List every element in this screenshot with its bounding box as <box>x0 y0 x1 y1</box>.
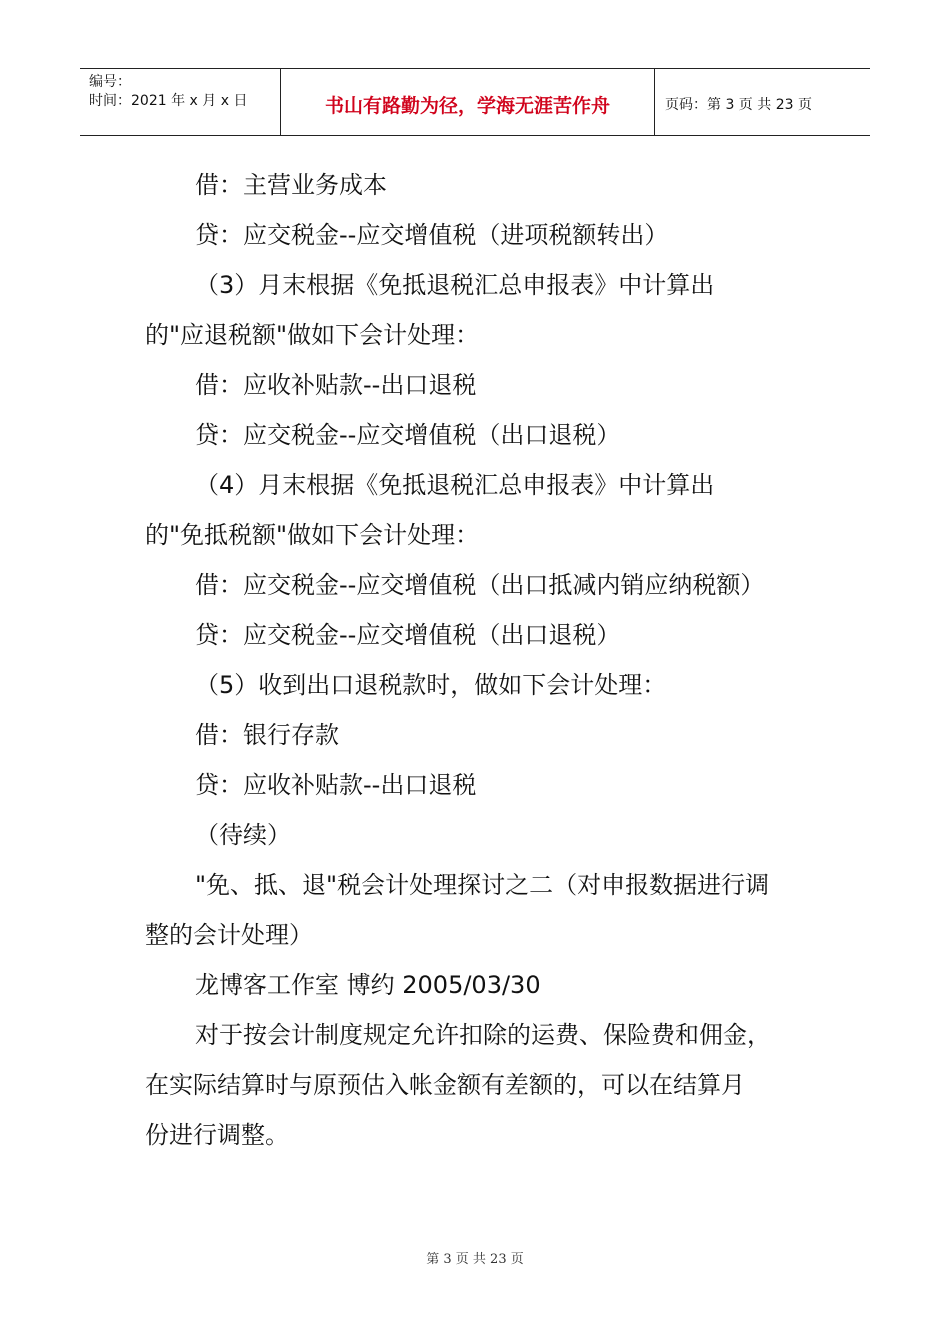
text-line: 借：应收补贴款--出口退税 <box>195 371 477 399</box>
header-meta-cell <box>80 69 281 135</box>
header-motto: 书山有路勤为径，学海无涯苦作舟 <box>281 69 655 135</box>
text-line: 龙博客工作室 博约 2005/03/30 <box>195 971 541 999</box>
text-line: 对于按会计制度规定允许扣除的运费、保险费和佣金， <box>195 1021 771 1049</box>
text-line: 借：应交税金--应交增值税（出口抵减内销应纳税额） <box>195 571 765 599</box>
header-time-label: 时间：2021 年 x 月 x 日 <box>89 93 248 109</box>
text-line: 整的会计处理） <box>145 921 313 949</box>
text-line: 贷：应交税金--应交增值税（出口退税） <box>195 421 621 449</box>
text-line: 份进行调整。 <box>145 1121 289 1149</box>
text-line: 的"免抵税额"做如下会计处理： <box>145 521 480 549</box>
text-line: （待续） <box>195 821 291 849</box>
text-line: 借：主营业务成本 <box>195 171 387 199</box>
text-line: 在实际结算时与原预估入帐金额有差额的，可以在结算月 <box>145 1071 745 1099</box>
page-footer: 第 3 页 共 23 页 <box>426 1252 524 1267</box>
text-line: 的"应退税额"做如下会计处理： <box>145 321 480 349</box>
text-line: 贷：应收补贴款--出口退税 <box>195 771 477 799</box>
header-page-info: 页码：第 3 页 共 23 页 <box>665 97 812 113</box>
text-line: （5）收到出口退税款时，做如下会计处理： <box>195 671 667 699</box>
header-number-label: 编号： <box>89 74 131 90</box>
text-line: 贷：应交税金--应交增值税（进项税额转出） <box>195 221 669 249</box>
text-line: 贷：应交税金--应交增值税（出口退税） <box>195 621 621 649</box>
text-line: （4）月末根据《免抵退税汇总申报表》中计算出 <box>195 471 715 499</box>
text-line: （3）月末根据《免抵退税汇总申报表》中计算出 <box>195 271 715 299</box>
text-line: "免、抵、退"税会计处理探讨之二（对申报数据进行调 <box>195 871 770 899</box>
text-line: 借：银行存款 <box>195 721 339 749</box>
page-header <box>80 68 870 136</box>
